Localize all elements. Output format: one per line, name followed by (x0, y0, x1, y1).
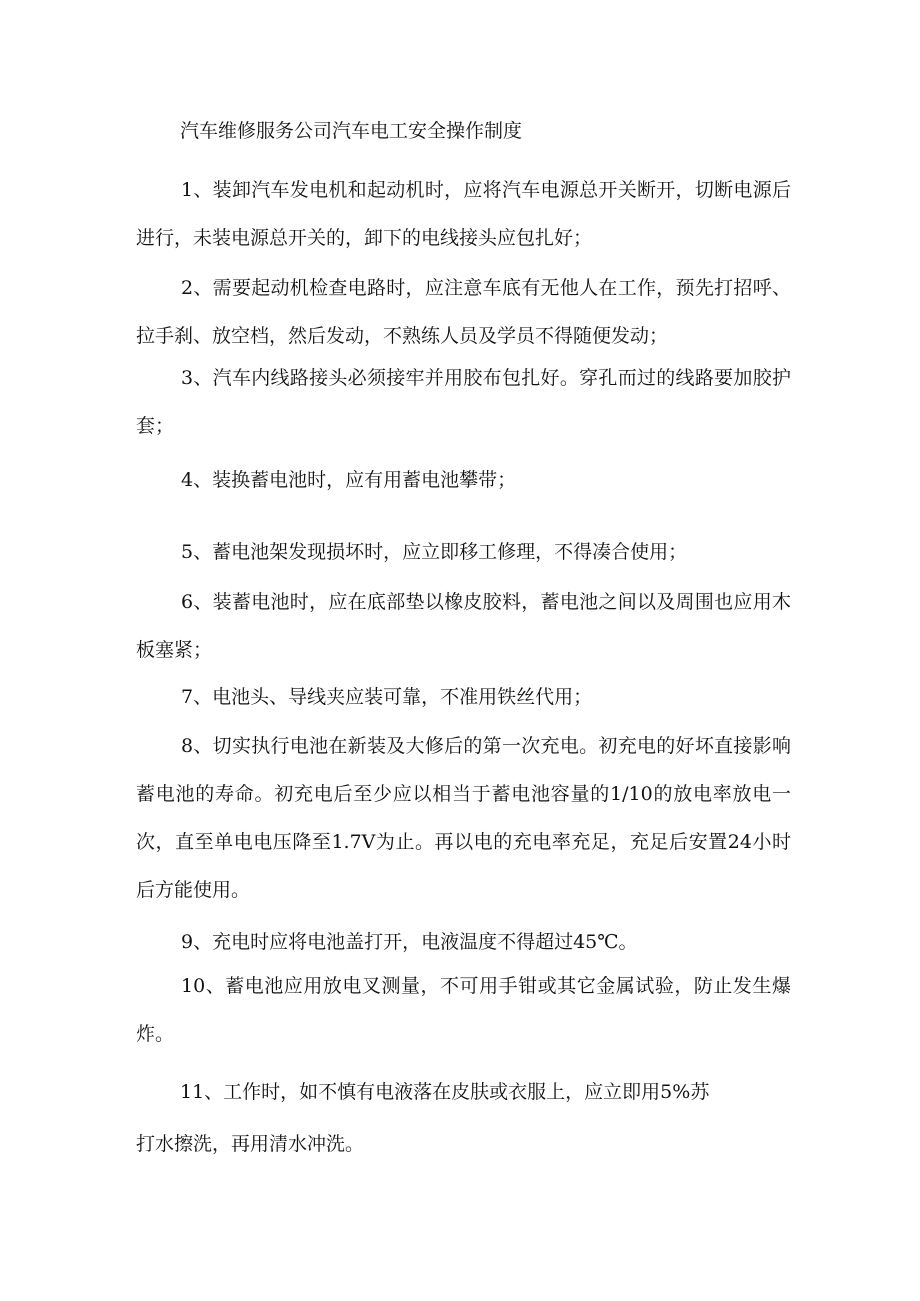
rule-item-10: 10、蓄电池应用放电叉测量，不可用手钳或其它金属试验，防止发生爆炸。 (136, 975, 791, 1045)
document-title: 汽车维修服务公司汽车电工安全操作制度 (180, 120, 523, 142)
rule-item-3: 3、汽车内线路接头必须接牢并用胶布包扎好。穿孔而过的线路要加胶护套； (136, 367, 791, 437)
rule-item-5: 5、蓄电池架发现损坏时，应立即移工修理，不得凑合使用； (181, 541, 688, 563)
rule-item-11-line-2: 打水擦洗，再用清水冲洗。 (136, 1133, 365, 1155)
rule-item-9: 9、充电时应将电池盖打开，电液温度不得超过45℃。 (181, 931, 638, 953)
rule-item-4: 4、装换蓄电池时，应有用蓄电池攀带； (181, 469, 517, 491)
rule-item-1: 1、装卸汽车发电机和起动机时，应将汽车电源总开关断开，切断电源后进行，未装电源总开关的，卸下的电线接头应包扎好； (136, 179, 791, 249)
rule-item-11-line-1: 11、工作时，如不慎有电液落在皮肤或衣服上，应立即用5%苏 (180, 1081, 710, 1103)
rule-item-8: 8、切实执行电池在新装及大修后的第一次充电。初充电的好坏直接影响蓄电池的寿命。初充电后至少应以相当于蓄电池容量的1/10的放电率放电一次，直至单电电压降至1.7V为止。再以电的充电率充足，充足后安置24小时后方能使用。 (136, 735, 791, 901)
rule-item-6: 6、装蓄电池时，应在底部垫以橡皮胶料，蓄电池之间以及周围也应用木板塞紧； (136, 591, 791, 661)
rule-item-2: 2、需要起动机检查电路时，应注意车底有无他人在工作，预先打招呼、拉手刹、放空档，然后发动，不熟练人员及学员不得随便发动； (136, 277, 791, 347)
rule-item-7: 7、电池头、导线夹应装可靠，不准用铁丝代用； (181, 686, 593, 708)
